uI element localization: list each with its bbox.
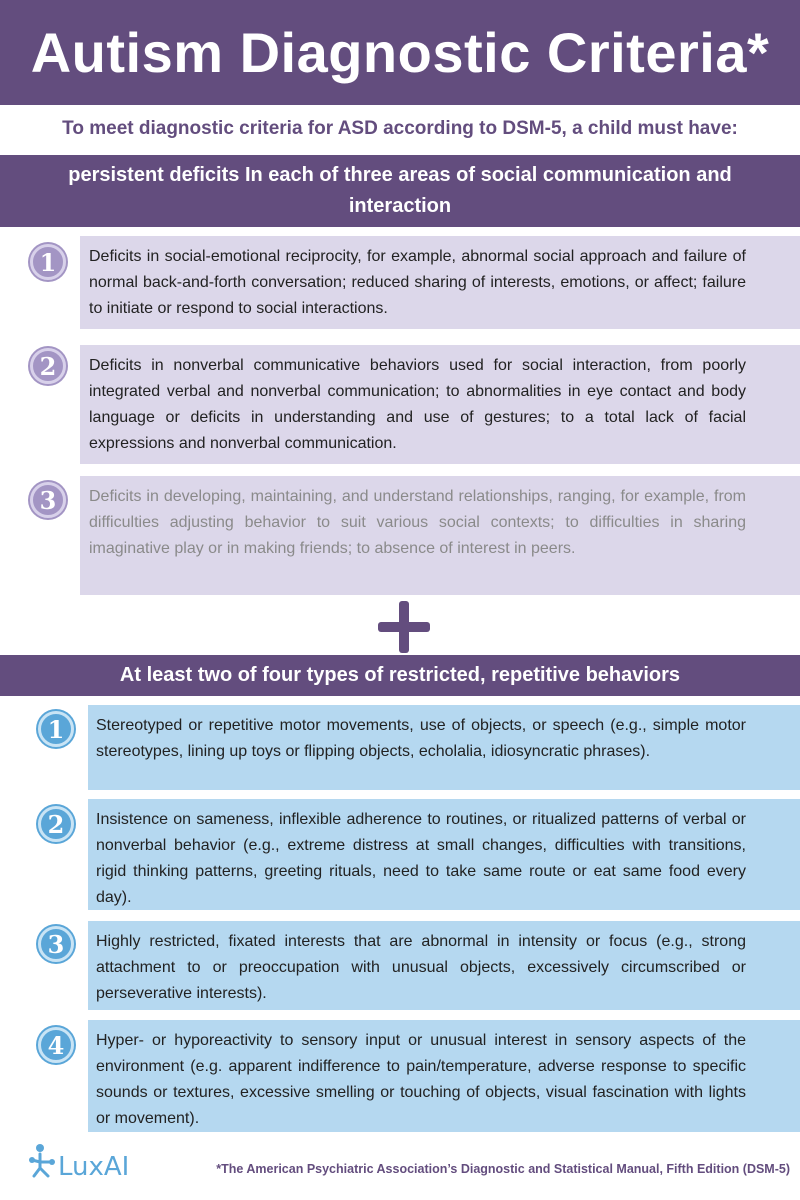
number-1-badge-icon: 1 [38,711,74,747]
number-3-badge-icon: 3 [30,482,66,518]
behavior-criterion-1: Stereotyped or repetitive motor movements, use of objects, or speech (e.g., simple motor stereotypes, lining up toys or flipping objects, echolalia, idiosyncratic phrases). [88,705,800,790]
luxai-logo [28,1138,158,1188]
number-2-badge-icon: 2 [38,806,74,842]
number-1-badge-icon: 1 [30,244,66,280]
section-social-communication-heading: persistent deficits In each of three areas of social communication and interaction [0,155,800,227]
section-repetitive-behaviors-heading: At least two of four types of restricted, repetitive behaviors [0,655,800,696]
luxai-figure-icon [28,1142,60,1182]
logo-wordmark: LuxAI [58,1152,130,1182]
number-2-badge-icon: 2 [30,348,66,384]
plus-icon [378,601,430,653]
footnote: *The American Psychiatric Association’s Diagnostic and Statistical Manual, Fifth Edition (DSM-5) [216,1162,790,1176]
social-criterion-2: Deficits in nonverbal communicative behaviors used for social interaction, from poorly integrated verbal and nonverbal communication; to abnormalities in eye contact and body language or deficits in understanding and use of gestures; to a total lack of facial expressions and nonverbal communication. [80,345,800,464]
behavior-criterion-4: Hyper- or hyporeactivity to sensory input or unusual interest in sensory aspects of the environment (e.g. apparent indifference to pain/temperature, adverse response to specific sounds or textures, excessive smelling or touching of objects, visual fascination with lights or movement). [88,1020,800,1132]
page-subtitle: To meet diagnostic criteria for ASD according to DSM-5, a child must have: [62,118,738,139]
number-3-badge-icon: 3 [38,926,74,962]
number-4-badge-icon: 4 [38,1027,74,1063]
header-banner [0,0,800,105]
social-criterion-1: Deficits in social-emotional reciprocity, for example, abnormal social approach and failure of normal back-and-forth conversation; reduced sharing of interests, emotions, or affect; failure to initiate or respond to social interactions. [80,236,800,329]
social-criterion-3: Deficits in developing, maintaining, and understand relationships, ranging, for example, from difficulties adjusting behavior to suit various social contexts; to difficulties in sharing imaginative play or in making friends; to absence of interest in peers. [80,476,800,595]
behavior-criterion-2: Insistence on sameness, inflexible adherence to routines, or ritualized patterns of verbal or nonverbal behavior (e.g., extreme distress at small changes, difficulties with transitions, rigid thinking patterns, greeting rituals, need to take same route or eat same food every day). [88,799,800,910]
page-title: Autism Diagnostic Criteria* [30,21,770,84]
behavior-criterion-3: Highly restricted, fixated interests that are abnormal in intensity or focus (e.g., strong attachment to or preoccupation with unusual objects, excessively circumscribed or perseverative interests). [88,921,800,1010]
